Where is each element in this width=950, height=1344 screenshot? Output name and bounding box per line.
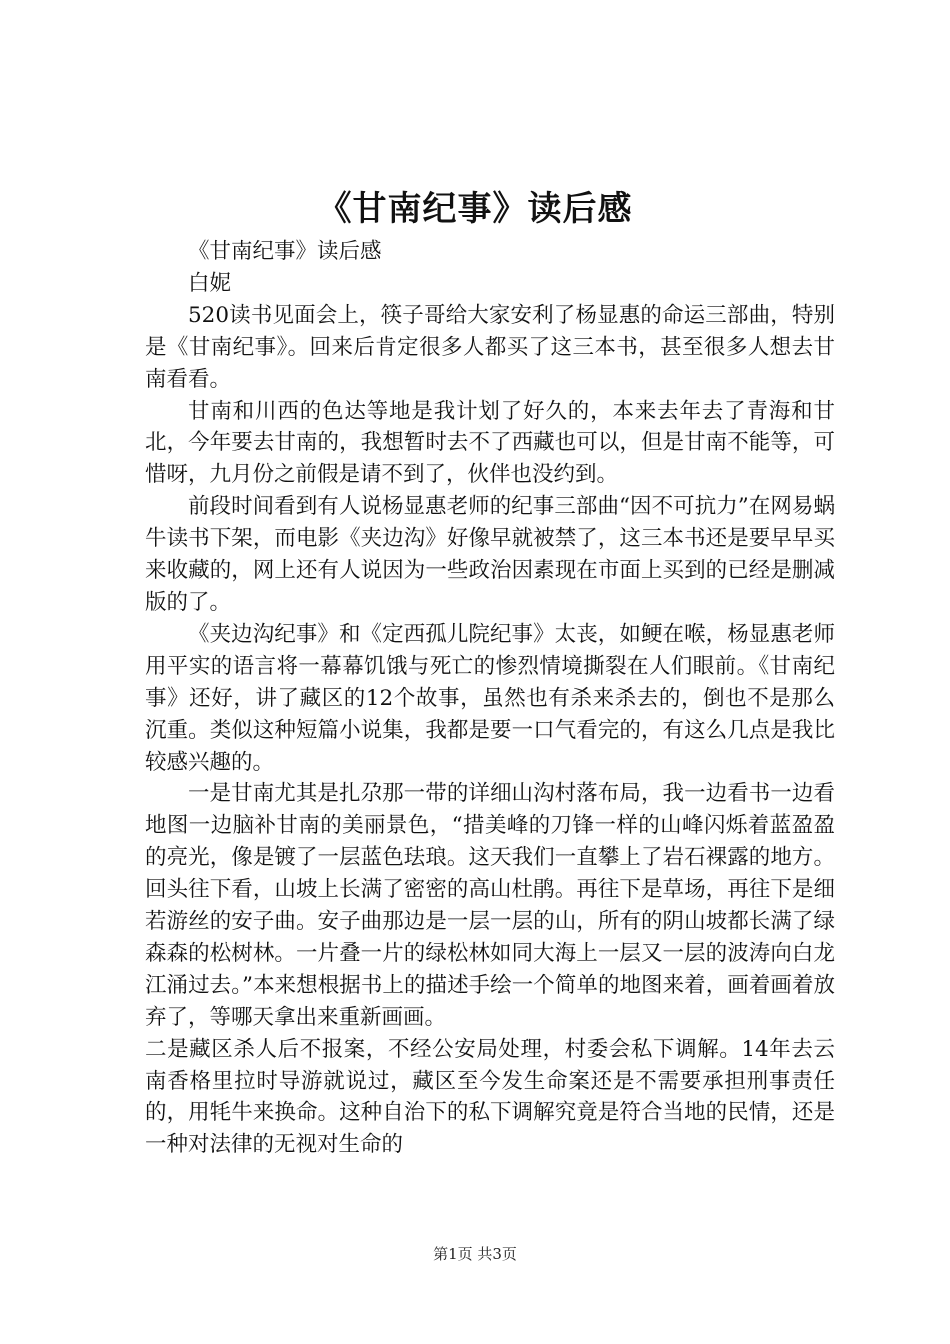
paragraph-author: 白妮: [188, 270, 232, 296]
paragraph: 甘南和川西的色达等地是我计划了好久的，本来去年去了青海和甘北，今年要去甘南的，我想暂时去不了西藏也可以，但是甘南不能等，可惜呀，九月份之前假是请不到了，伙伴也没约到。: [145, 398, 835, 488]
page-footer: 第1页 共3页: [433, 1245, 517, 1263]
document-title: 《甘南纪事》读后感: [317, 189, 633, 229]
paragraph: 《夹边沟纪事》和《定西孤儿院纪事》太丧，如鲠在喉，杨显惠老师用平实的语言将一幕幕饥饿与死亡的惨烈情境撕裂在人们眼前。《甘南纪事》还好，讲了藏区的12个故事，虽然也有杀来杀去的，倒也不是那么沉重。类似这种短篇小说集，我都是要一口气看完的，有这么几点是我比较感兴趣的。: [145, 621, 835, 775]
paragraph-subtitle: 《甘南纪事》读后感: [188, 239, 382, 264]
paragraph: 前段时间看到有人说杨显惠老师的纪事三部曲“因不可抗力”在网易蜗牛读书下架，而电影《夹边沟》好像早就被禁了，这三本书还是要早早买来收藏的，网上还有人说因为一些政治因素现在市面上买到的已经是删减版的了。: [145, 494, 835, 615]
paragraph: 一是甘南尤其是扎尕那一带的详细山沟村落布局，我一边看书一边看地图一边脑补甘南的美丽景色，“措美峰的刀锋一样的山峰闪烁着蓝盈盈的亮光，像是镀了一层蓝色珐琅。这天我们一直攀上了岩石裸露的地方。回头往下看，山坡上长满了密密的高山杜鹃。再往下是草场，再往下是细若游丝的安子曲。安子曲那边是一层一层的山，所有的阴山坡都长满了绿森森的松树林。一片叠一片的绿松林如同大海上一层又一层的波涛向白龙江涌过去。”本来想根据书上的描述手绘一个简单的地图来着，画着画着放弃了，等哪天拿出来重新画画。: [145, 781, 835, 1030]
document-body: [145, 236, 835, 1161]
paragraph: 二是藏区杀人后不报案，不经公安局处理，村委会私下调解。14年去云南香格里拉时导游就说过，藏区至今发生命案还是不需要承担刑事责任的，用牦牛来换命。这种自治下的私下调解究竟是符合当地的民情，还是一种对法律的无视对生命的: [145, 1036, 835, 1158]
paragraph: 520读书见面会上，筷子哥给大家安利了杨显惠的命运三部曲，特别是《甘南纪事》。回来后肯定很多人都买了这三本书，甚至很多人想去甘南看看。: [145, 302, 835, 392]
